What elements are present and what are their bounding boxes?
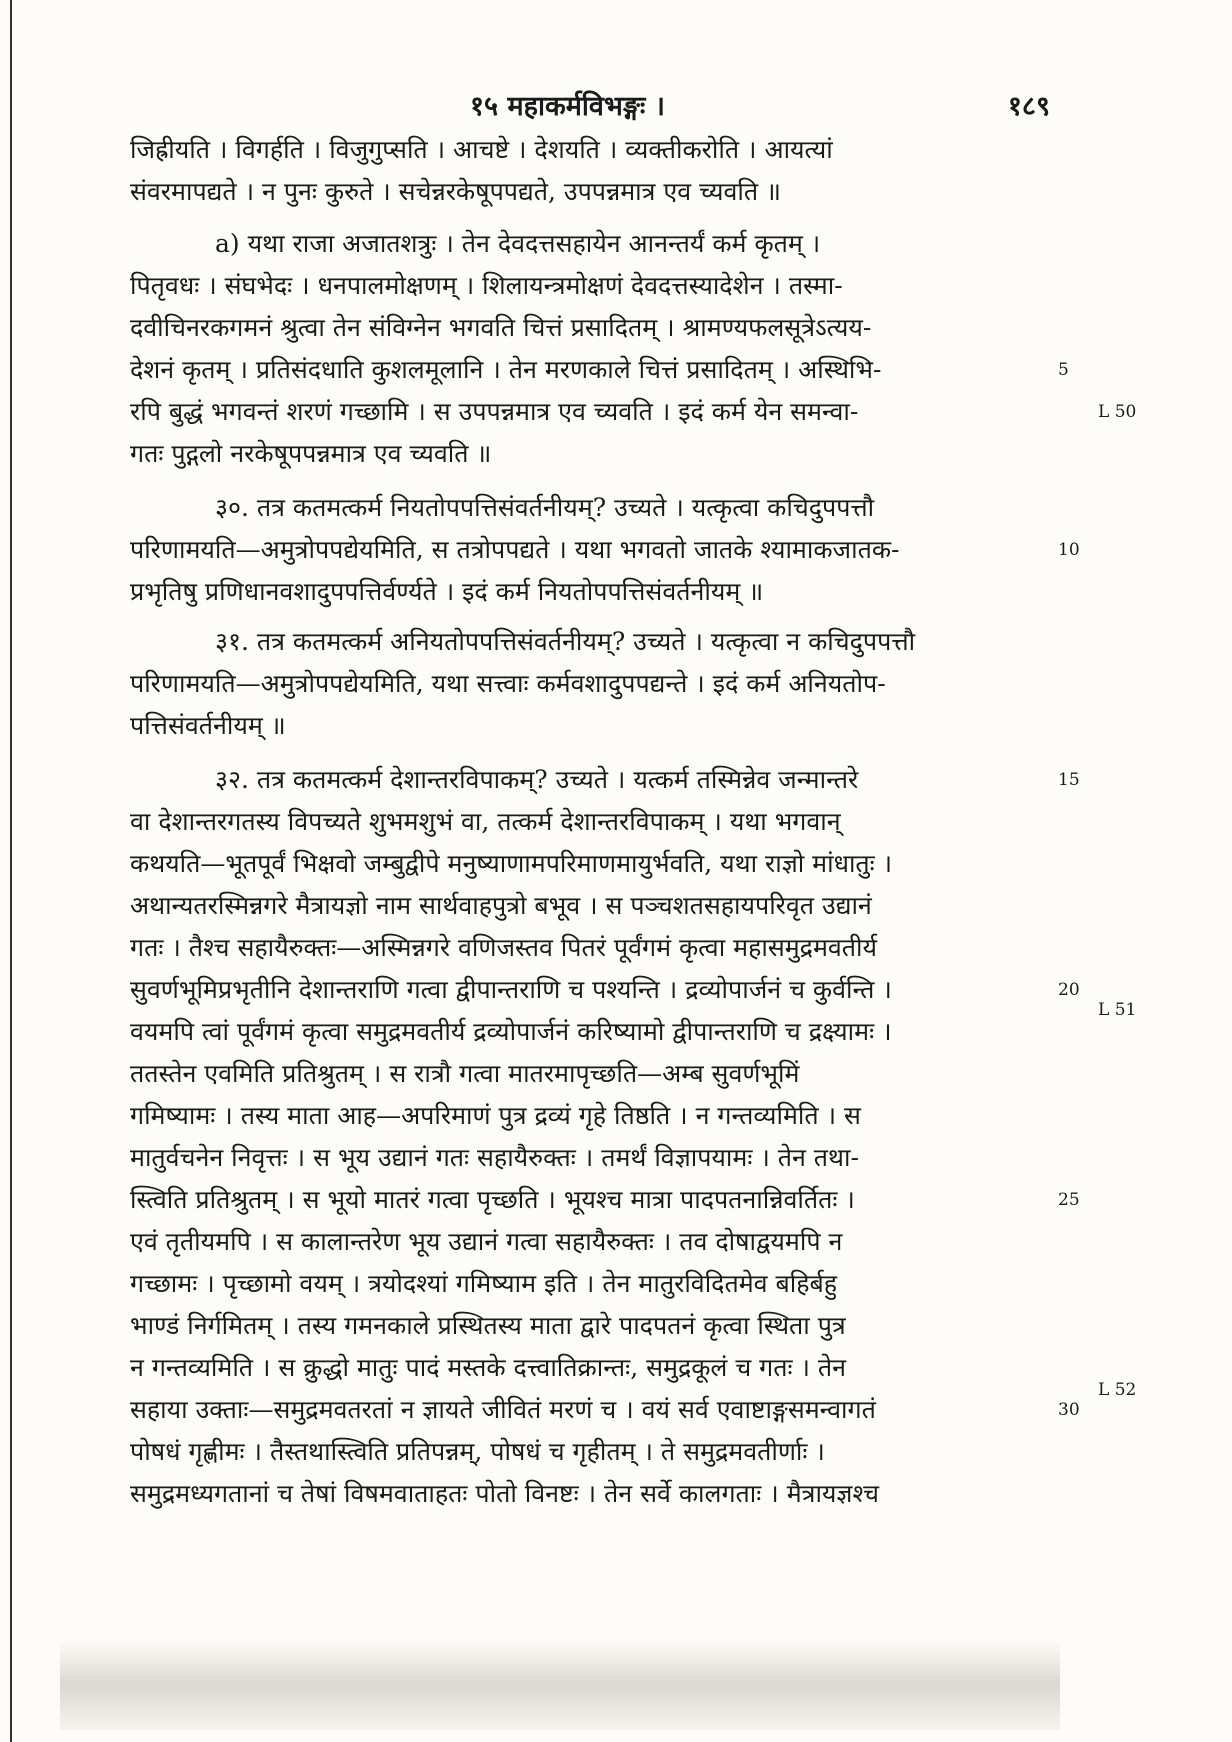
line-number: 25 (1058, 1190, 1080, 1210)
scan-smudge (60, 1640, 1060, 1730)
text-line: पोषधं गृह्णीमः । तैस्तथास्त्विति प्रतिपन्नम्, पोषधं च गृहीतम् । ते समुद्रमवतीर्णाः । (130, 1437, 825, 1466)
text-line: समुद्रमध्यगतानां च तेषां विषमवाताहतः पोतो विनष्टः । तेन सर्वे कालगताः । मैत्रायज्ञश्च (130, 1479, 879, 1508)
text-line: रपि बुद्धं भगवन्तं शरणं गच्छामि । स उपपन्नमात्र एव च्यवति । इदं कर्म येन समन्वा- (130, 397, 859, 426)
text-line: ३१. तत्र कतमत्कर्म अनियतोपपत्तिसंवर्तनीयम्? उच्यते । यत्कृत्वा न कचिदुपपत्तौ (215, 627, 916, 656)
text-line: अथान्यतरस्मिन्नगरे मैत्रायज्ञो नाम सार्थवाहपुत्रो बभूव । स पञ्चशतसहायपरिवृत उद्यानं (130, 891, 872, 920)
text-line: पितृवधः । संघभेदः । धनपालमोक्षणम् । शिलायन्त्रमोक्षणं देवदत्तस्यादेशेन । तस्मा- (130, 271, 843, 300)
line-number: 10 (1058, 540, 1080, 560)
text-line: न गन्तव्यमिति । स क्रुद्धो मातुः पादं मस्तके दत्त्वातिक्रान्तः, समुद्रकूलं च गतः । तेन (130, 1353, 847, 1382)
text-line: सहाया उक्ताः—समुद्रमवतरतां न ज्ञायते जीवितं मरणं च । वयं सर्व एवाष्टाङ्गसमन्वागतं (130, 1395, 876, 1424)
text-line: मातुर्वचनेन निवृत्तः । स भूय उद्यानं गतः सहायैरुक्तः । तमर्थं विज्ञापयामः । तेन तथा- (130, 1143, 859, 1172)
text-line: कथयति—भूतपूर्वं भिक्षवो जम्बुद्वीपे मनुष्याणामपरिमाणमायुर्भवति, यथा राज्ञो मांधातुः । (130, 849, 893, 878)
text-line: वा देशान्तरगतस्य विपच्यते शुभमशुभं वा, तत्कर्म देशान्तरविपाकम् । यथा भगवान् (130, 807, 841, 836)
text-line: ३०. तत्र कतमत्कर्म नियतोपपत्तिसंवर्तनीयम्? उच्यते । यत्कृत्वा कचिदुपपत्तौ (215, 493, 875, 522)
text-line: वयमपि त्वां पूर्वंगमं कृत्वा समुद्रमवतीर्य द्रव्योपार्जनं करिष्यामो द्वीपान्तराणि च द्रक्ष्यामः । (130, 1017, 892, 1046)
text-line: स्त्विति प्रतिश्रुतम् । स भूयो मातरं गत्वा पृच्छति । भूयश्च मात्रा पादपतनान्निवर्तितः । (130, 1185, 855, 1214)
text-line: दवीचिनरकगमनं श्रुत्वा तेन संविग्नेन भगवति चित्तं प्रसादितम् । श्रामण्यफलसूत्रेऽत्यय- (130, 313, 872, 342)
text-line: a) यथा राजा अजातशत्रुः । तेन देवदत्तसहायेन आनन्तर्यं कर्म कृतम् । (215, 229, 821, 258)
page-number: १८९ (1007, 91, 1050, 122)
left-margin-rule (10, 0, 12, 1742)
text-line: गतः पुद्गलो नरकेषूपपन्नमात्र एव च्यवति ॥ (130, 439, 492, 468)
text-line: गमिष्यामः । तस्य माता आह—अपरिमाणं पुत्र द्रव्यं गृहे तिष्ठति । न गन्तव्यमिति । स (130, 1101, 861, 1130)
margin-reference: L 51 (1098, 1000, 1137, 1020)
line-number: 20 (1058, 980, 1080, 1000)
text-line: ततस्तेन एवमिति प्रतिश्रुतम् । स रात्रौ गत्वा मातरमापृच्छति—अम्ब सुवर्णभूमिं (130, 1059, 800, 1088)
text-line: जिह्रीयति । विगर्हति । विजुगुप्सति । आचष्टे । देशयति । व्यक्तीकरोति । आयत्यां (130, 135, 833, 164)
margin-reference: L 50 (1098, 402, 1137, 422)
text-line: परिणामयति—अमुत्रोपपद्येयमिति, यथा सत्त्वाः कर्मवशादुपपद्यन्ते । इदं कर्म अनियतोप- (130, 669, 886, 698)
chapter-title: १५ महाकर्मविभङ्गः । (470, 91, 666, 122)
text-line: प्रभृतिषु प्रणिधानवशादुपपत्तिर्वर्ण्यते । इदं कर्म नियतोपपत्तिसंवर्तनीयम् ॥ (130, 577, 764, 606)
text-line: सुवर्णभूमिप्रभृतीनि देशान्तराणि गत्वा द्वीपान्तराणि च पश्यन्ति । द्रव्योपार्जनं च कुर्वन्ति । (130, 975, 892, 1004)
margin-reference: L 52 (1098, 1380, 1137, 1400)
text-line: भाण्डं निर्गमितम् । तस्य गमनकाले प्रस्थितस्य माता द्वारे पादपतनं कृत्वा स्थिता पुत्र (130, 1311, 846, 1340)
text-line: एवं तृतीयमपि । स कालान्तरेण भूय उद्यानं गत्वा सहायैरुक्तः । तव दोषाद्वयमपि न (130, 1227, 843, 1256)
text-line: परिणामयति—अमुत्रोपपद्येयमिति, स तत्रोपपद्यते । यथा भगवतो जातके श्यामाकजातक- (130, 535, 900, 564)
running-header (130, 86, 1050, 126)
text-line: गतः । तैश्च सहायैरुक्तः—अस्मिन्नगरे वणिजस्तव पितरं पूर्वंगमं कृत्वा महासमुद्रमवतीर्य (130, 933, 878, 962)
text-line: गच्छामः । पृच्छामो वयम् । त्रयोदश्यां गमिष्याम इति । तेन मातुरविदितमेव बहिर्बहु (130, 1269, 838, 1298)
text-line: देशनं कृतम् । प्रतिसंदधाति कुशलमूलानि । तेन मरणकाले चित्तं प्रसादितम् । अस्थिभि- (130, 355, 882, 384)
text-line: ३२. तत्र कतमत्कर्म देशान्तरविपाकम्? उच्यते । यत्कर्म तस्मिन्नेव जन्मान्तरे (215, 765, 859, 794)
line-number: 30 (1058, 1400, 1080, 1420)
line-number: 5 (1058, 360, 1069, 380)
text-line: पत्तिसंवर्तनीयम् ॥ (130, 711, 286, 740)
line-number: 15 (1058, 770, 1080, 790)
text-line: संवरमापद्यते । न पुनः कुरुते । सचेन्नरकेषूपपद्यते, उपपन्नमात्र एव च्यवति ॥ (130, 177, 782, 206)
